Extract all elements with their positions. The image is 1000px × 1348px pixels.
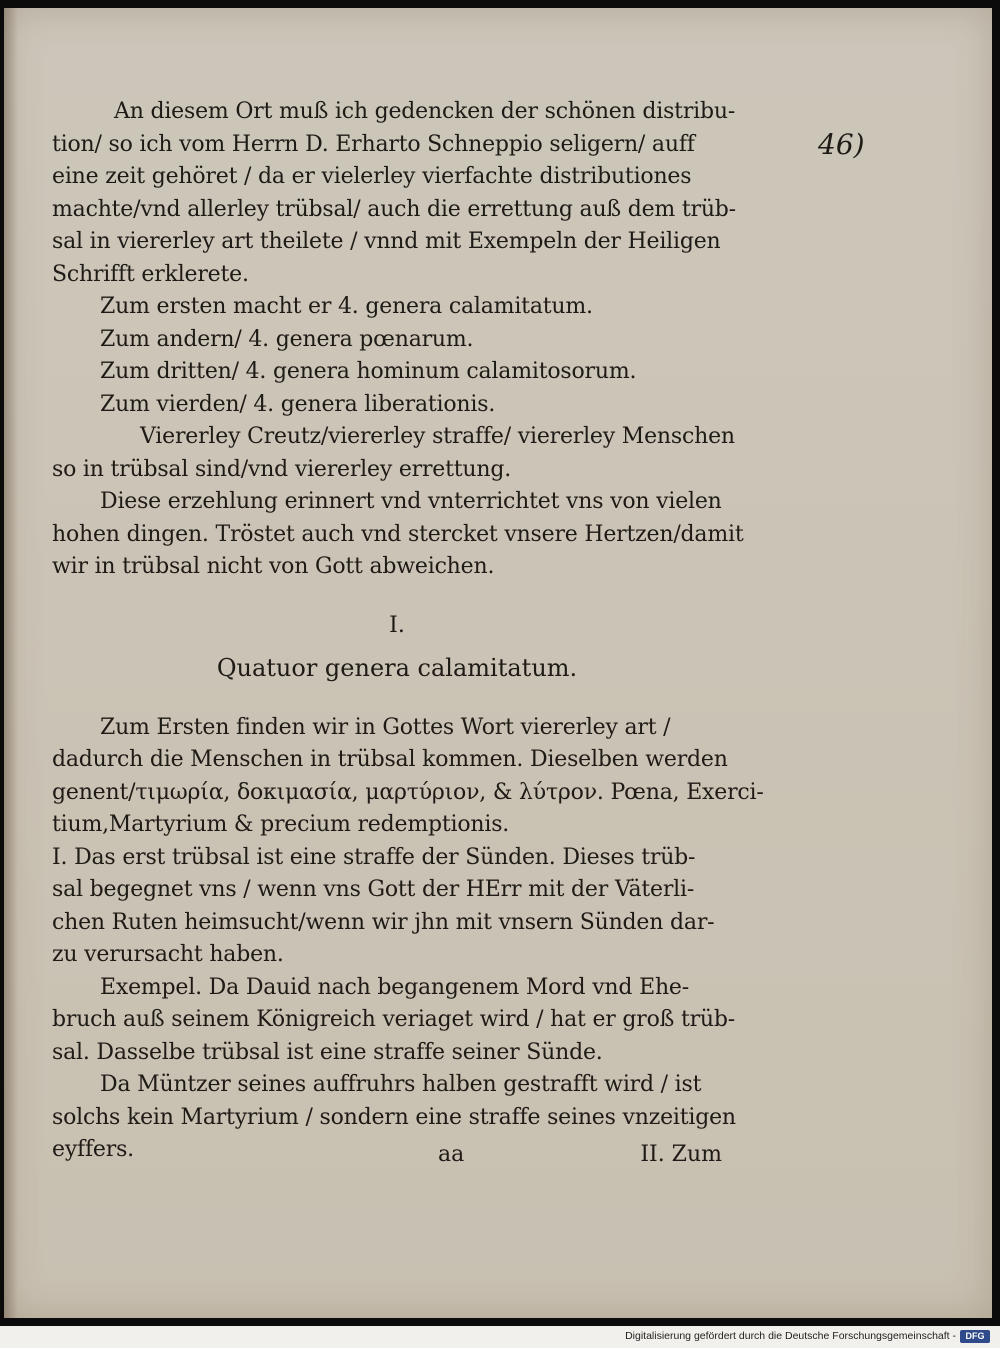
text-line: eyffers. bbox=[52, 1137, 134, 1162]
page-footer bbox=[52, 1142, 742, 1182]
text-line: wir in trübsal nicht von Gott abweichen. bbox=[52, 554, 495, 579]
list-item: Zum vierden/ 4. genera liberationis. bbox=[100, 391, 496, 417]
text-line: sal. Dasselbe trübsal ist eine straffe seiner Sünde. bbox=[52, 1039, 603, 1065]
text-line: tium,Martyrium & precium redemptionis. bbox=[52, 812, 510, 837]
catchword: II. Zum bbox=[640, 1142, 722, 1167]
text-line: zu verursacht haben. bbox=[52, 942, 284, 967]
text-line: An diesem Ort muß ich gedencken der schönen distribu‑ bbox=[114, 99, 736, 124]
text-line: Zum Ersten finden wir in Gottes Wort viererley art / bbox=[100, 714, 671, 740]
text-line: dadurch die Menschen in trübsal kommen. Dieselben werden bbox=[52, 747, 728, 772]
text-line: solchs kein Martyrium / sondern eine straffe seines vnzeitigen bbox=[52, 1104, 736, 1130]
text-line: so in trübsal sind/vnd viererley errettung. bbox=[52, 456, 512, 482]
list-item: Zum andern/ 4. genera pœnarum. bbox=[100, 326, 474, 352]
credit-bar bbox=[0, 1326, 1000, 1348]
text-line: bruch auß seinem Königreich veriaget wird / hat er groß trüb‑ bbox=[52, 1007, 735, 1032]
text-line: machte/vnd allerley trübsal/ auch die errettung auß dem trüb‑ bbox=[52, 196, 736, 222]
list-item: Zum ersten macht er 4. genera calamitatum. bbox=[100, 294, 593, 319]
page-gutter-shadow bbox=[4, 8, 18, 1318]
text-line: chen Ruten heimsucht/wenn wir jhn mit vnsern Sünden dar‑ bbox=[52, 909, 715, 935]
text-line: hohen dingen. Tröstet auch vnd stercket vnsere Hertzen/damit bbox=[52, 521, 744, 547]
text-line: I. Das erst trübsal ist eine straffe der Sünden. Dieses trüb‑ bbox=[52, 844, 696, 870]
text-line: genent/τιμωρία, δοκιμασία, μαρτύριον, & λύτρον. Pœna, Exerci‑ bbox=[52, 779, 764, 805]
page-text-block bbox=[52, 96, 764, 1167]
text-line: Exempel. Da Dauid nach begangenem Mord vnd Ehe‑ bbox=[100, 974, 689, 1000]
text-line: sal in viererley art theilete / vnnd mit Exempeln der Heiligen bbox=[52, 229, 721, 254]
text-line: Da Müntzer seines auffruhrs halben gestrafft wird / ist bbox=[100, 1072, 702, 1097]
text-line: tion/ so ich vom Herrn D. Erharto Schneppio seligern/ auff bbox=[52, 131, 695, 157]
signature-mark: aa bbox=[438, 1142, 465, 1167]
text-line: Diese erzehlung erinnert vnd vnterrichtet vns von vielen bbox=[100, 489, 722, 514]
text-line: sal begegnet vns / wenn vns Gott der HErr mit der Väterli‑ bbox=[52, 877, 695, 902]
section-title: Quatuor genera calamitatum. bbox=[216, 653, 578, 682]
funding-credit: Digitalisierung gefördert durch die Deutsche Forschungsgemeinschaft - bbox=[625, 1330, 956, 1342]
section-number: I. bbox=[389, 612, 405, 638]
dfg-logo-icon: DFG bbox=[960, 1330, 990, 1343]
text-line: eine zeit gehöret / da er vielerley vierfachte distributiones bbox=[52, 164, 692, 189]
list-item: Zum dritten/ 4. genera hominum calamitosorum. bbox=[100, 359, 637, 384]
text-line: Viererley Creutz/viererley straffe/ viererley Menschen bbox=[140, 424, 735, 449]
page-number: 46) bbox=[818, 128, 865, 161]
text-line: Schrifft erklerete. bbox=[52, 261, 249, 287]
